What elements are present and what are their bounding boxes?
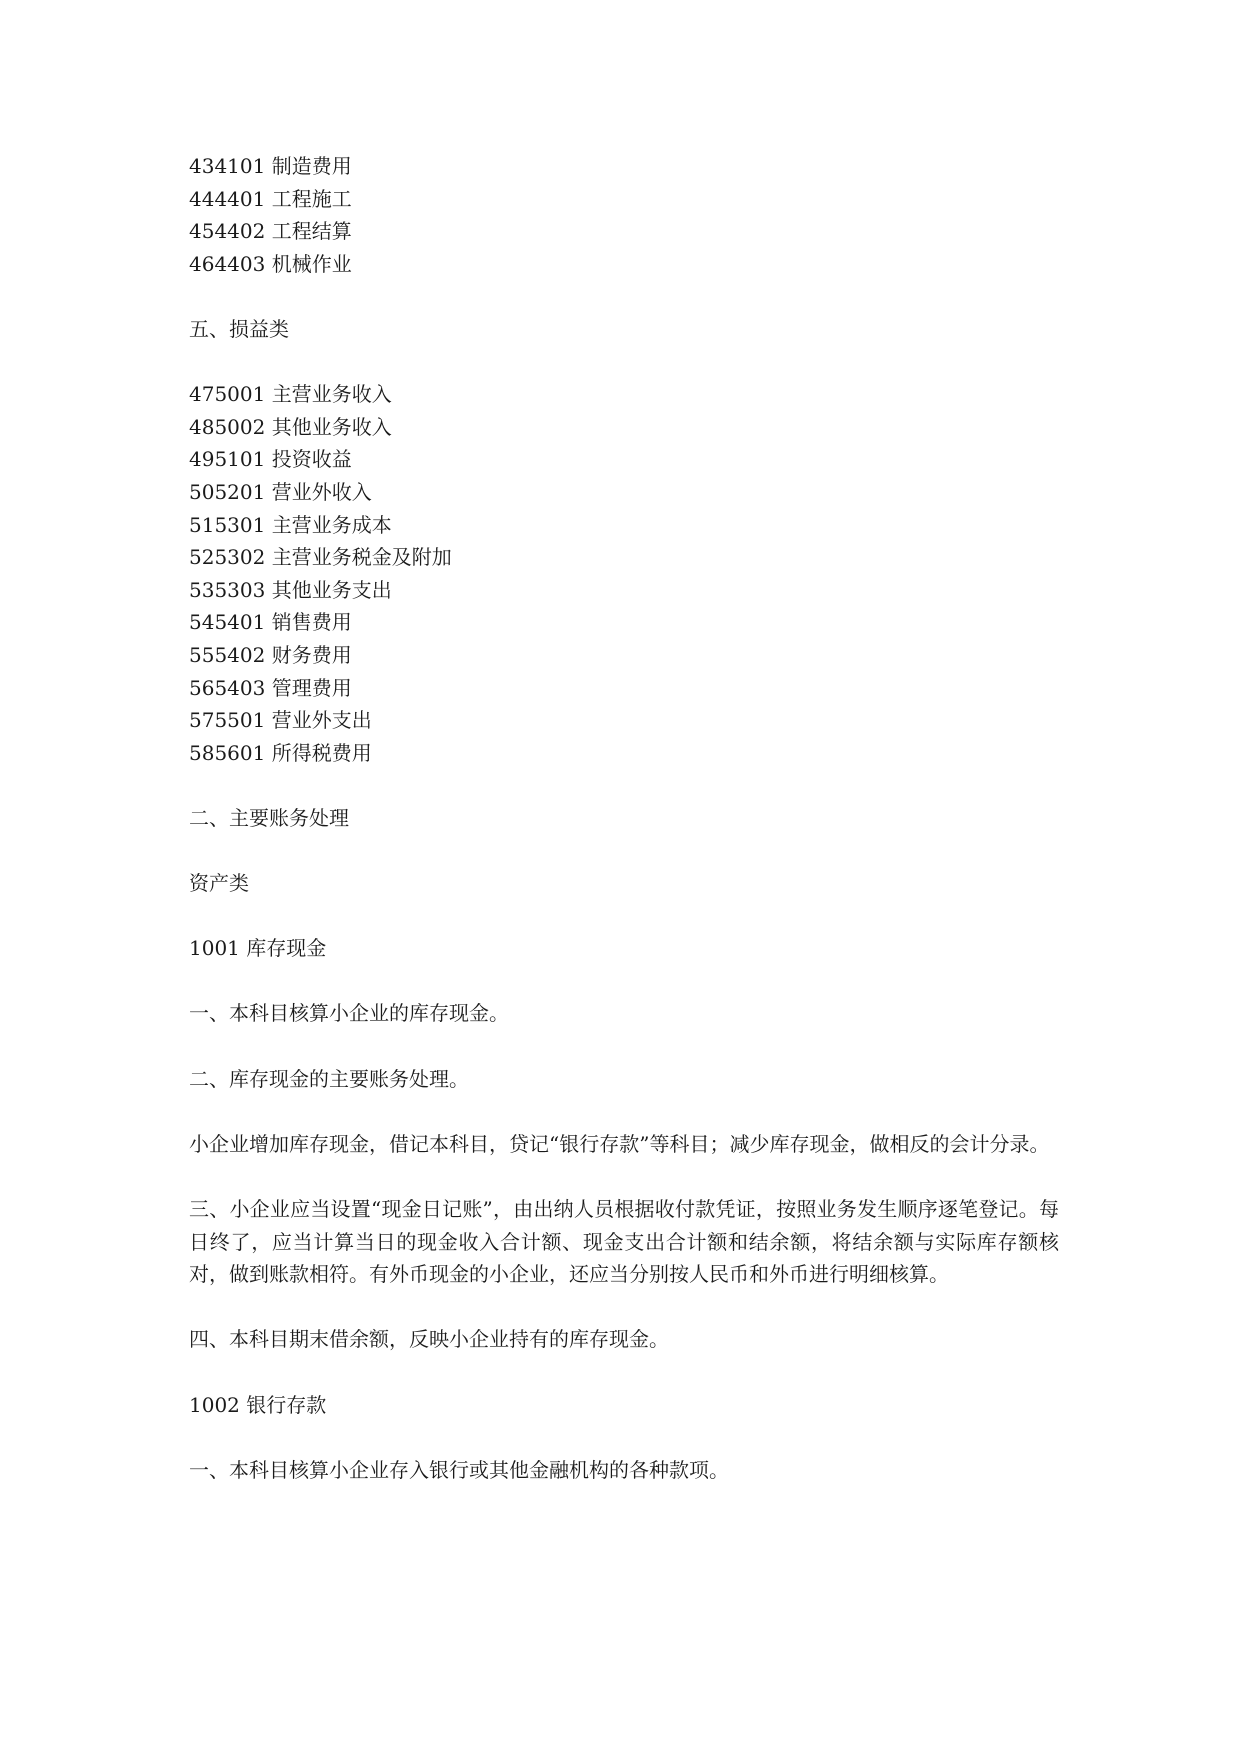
account-item: 464403 机械作业 bbox=[189, 251, 352, 276]
cash-paragraph-2: 二、库存现金的主要账务处理。 bbox=[189, 1066, 469, 1091]
cash-paragraph-5: 四、本科目期末借余额，反映小企业持有的库存现金。 bbox=[189, 1327, 669, 1352]
spacer bbox=[189, 900, 1059, 933]
account-item: 444401 工程施工 bbox=[189, 186, 352, 211]
spacer bbox=[189, 834, 1059, 867]
account-title-cash: 1001 库存现金 bbox=[189, 936, 327, 961]
account-item: 565403 管理费用 bbox=[189, 675, 352, 700]
account-item: 434101 制造费用 bbox=[189, 154, 352, 178]
bank-paragraph-1: 一、本科目核算小企业存入银行或其他金融机构的各种款项。 bbox=[189, 1457, 729, 1482]
spacer bbox=[189, 1095, 1059, 1128]
account-item: 454402 工程结算 bbox=[189, 219, 352, 244]
cash-paragraph-1: 一、本科目核算小企业的库存现金。 bbox=[189, 1001, 509, 1026]
spacer bbox=[189, 280, 1059, 313]
cash-paragraph-3: 小企业增加库存现金，借记本科目，贷记“银行存款”等科目；减少库存现金，做相反的会计分录。 bbox=[189, 1131, 1050, 1156]
spacer bbox=[189, 346, 1059, 379]
spacer bbox=[189, 1291, 1059, 1324]
spacer bbox=[189, 769, 1059, 802]
account-item: 475001 主营业务收入 bbox=[189, 382, 392, 407]
document-body bbox=[189, 150, 1059, 1486]
cash-paragraph-4: 三、小企业应当设置“现金日记账”，由出纳人员根据收付款凭证，按照业务发生顺序逐笔登记。每日终了，应当计算当日的现金收入合计额、现金支出合计额和结余额，将结余额与实际库存额核对，做到账款相符。有外币现金的小企业，还应当分别按人民币和外币进行明细核算。 bbox=[189, 1197, 1059, 1287]
spacer bbox=[189, 965, 1059, 998]
account-item: 505201 营业外收入 bbox=[189, 479, 372, 504]
account-item: 555402 财务费用 bbox=[189, 642, 352, 667]
account-item: 575501 营业外支出 bbox=[189, 708, 372, 733]
account-item: 485002 其他业务收入 bbox=[189, 414, 392, 439]
section-heading-assets: 资产类 bbox=[189, 871, 249, 896]
account-item: 495101 投资收益 bbox=[189, 447, 352, 472]
account-item: 515301 主营业务成本 bbox=[189, 512, 392, 537]
spacer bbox=[189, 1356, 1059, 1389]
account-item: 525302 主营业务税金及附加 bbox=[189, 545, 452, 570]
section-heading-main-accounting: 二、主要账务处理 bbox=[189, 805, 349, 830]
account-item: 585601 所得税费用 bbox=[189, 740, 372, 765]
spacer bbox=[189, 1030, 1059, 1063]
spacer bbox=[189, 1421, 1059, 1454]
section-heading-profit-loss: 五、损益类 bbox=[189, 316, 289, 341]
account-item: 535303 其他业务支出 bbox=[189, 577, 392, 602]
account-title-bank: 1002 银行存款 bbox=[189, 1392, 327, 1417]
account-item: 545401 销售费用 bbox=[189, 610, 352, 635]
spacer bbox=[189, 1160, 1059, 1193]
